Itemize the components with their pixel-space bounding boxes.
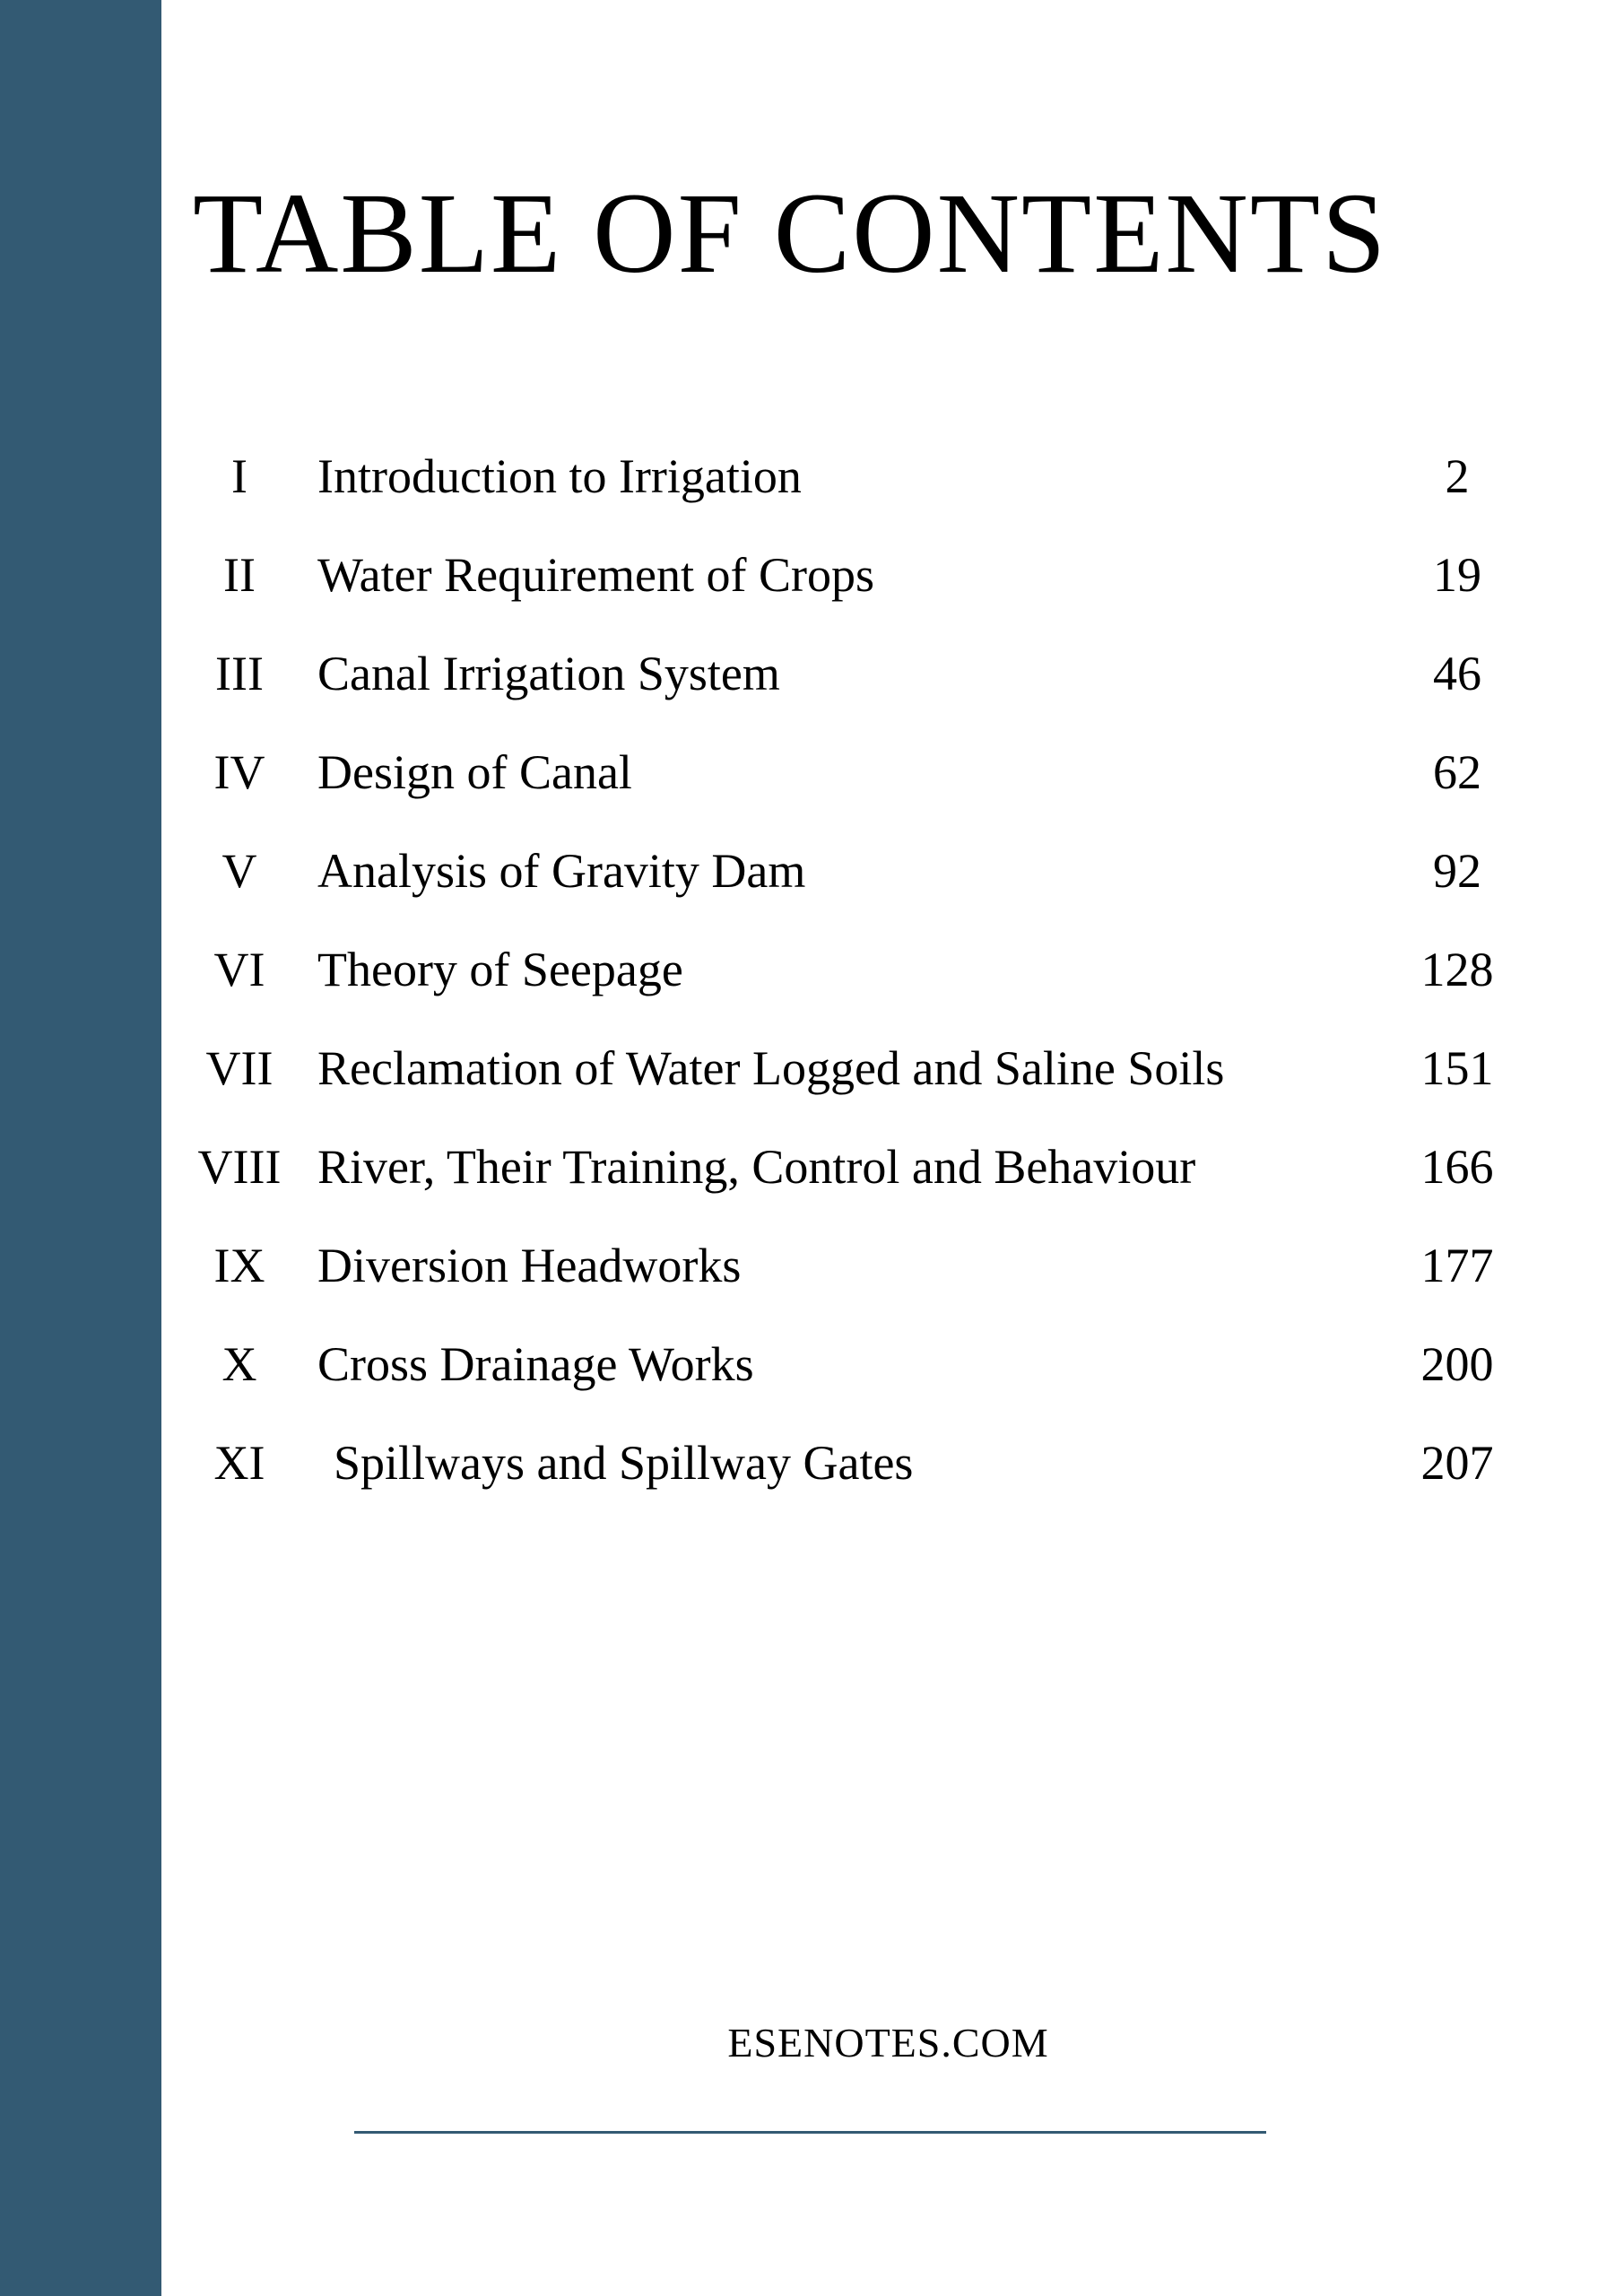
toc-page-number: 177	[1420, 1239, 1494, 1292]
toc-title: River, Their Training, Control and Behaviour	[317, 1140, 1196, 1194]
toc-title: Theory of Seepage	[317, 943, 683, 996]
toc-numeral: V	[221, 844, 257, 898]
toc-page-number: 2	[1445, 449, 1470, 503]
toc-entry	[179, 624, 1542, 723]
toc-numeral: VI	[213, 943, 265, 996]
toc-page-number: 200	[1420, 1337, 1494, 1391]
toc-entry	[179, 723, 1542, 822]
toc-entry	[179, 526, 1542, 624]
toc-numeral: X	[221, 1337, 257, 1391]
toc-title: Design of Canal	[317, 745, 632, 799]
toc-title: Diversion Headworks	[317, 1239, 742, 1292]
toc-numeral: IX	[213, 1239, 265, 1292]
toc-title: Reclamation of Water Logged and Saline Soils	[317, 1041, 1225, 1095]
toc-page-number: 166	[1420, 1140, 1494, 1194]
toc-title: Spillways and Spillway Gates	[334, 1436, 914, 1490]
toc-page-number: 62	[1433, 745, 1481, 799]
toc-entry	[179, 1118, 1542, 1216]
toc-title: Introduction to Irrigation	[317, 449, 802, 503]
toc-numeral: I	[231, 449, 248, 503]
toc-numeral: II	[223, 548, 256, 602]
toc-entry	[179, 1019, 1542, 1118]
toc-entry	[179, 1216, 1542, 1315]
toc-page-number: 151	[1420, 1041, 1494, 1095]
toc-page-number: 128	[1420, 943, 1494, 996]
footer-website: ESENOTES.COM	[727, 2020, 1049, 2066]
toc-numeral: VII	[205, 1041, 274, 1095]
sidebar-band	[0, 0, 161, 2296]
toc-list	[179, 427, 1542, 1512]
toc-entry	[179, 822, 1542, 920]
toc-entry	[179, 427, 1542, 526]
page-title: TABLE OF CONTENTS	[193, 170, 1388, 297]
toc-numeral: XI	[213, 1436, 265, 1490]
toc-page-number: 19	[1433, 548, 1481, 602]
toc-page-number: 46	[1433, 647, 1481, 700]
toc-title: Canal Irrigation System	[317, 647, 780, 700]
toc-page-number: 92	[1433, 844, 1481, 898]
toc-entry	[179, 1315, 1542, 1413]
toc-numeral: VIII	[197, 1140, 282, 1194]
footer-divider	[354, 2131, 1266, 2134]
toc-entry	[179, 920, 1542, 1019]
toc-numeral: III	[215, 647, 264, 700]
toc-numeral: IV	[213, 745, 265, 799]
toc-entry	[179, 1413, 1542, 1512]
toc-title: Water Requirement of Crops	[317, 548, 874, 602]
toc-page-number: 207	[1420, 1436, 1494, 1490]
toc-title: Cross Drainage Works	[317, 1337, 754, 1391]
toc-title: Analysis of Gravity Dam	[317, 844, 806, 898]
